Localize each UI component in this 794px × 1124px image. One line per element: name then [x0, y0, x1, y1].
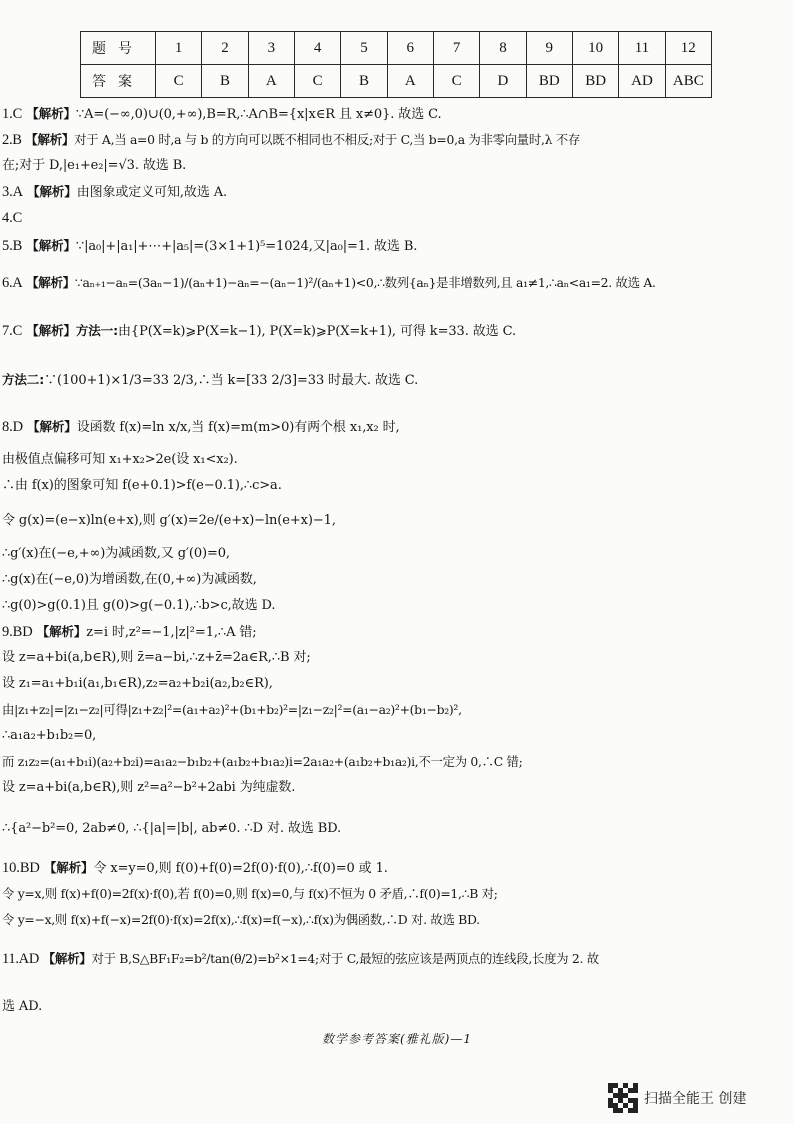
solution-text: 设 z=a+bi(a,b∈R),则 z²=a²−b²+2abi 为纯虚数. — [2, 780, 296, 795]
table-cell: AD — [619, 65, 665, 98]
solution-text: 对于 A,当 a=0 时,a 与 b 的方向可以既不相同也不相反;对于 C,当 b=0,a 为非零向量时,λ 不存 — [74, 132, 580, 147]
question-number: 4.C — [2, 210, 23, 226]
solution-text: ∴g′(x)在(−e,+∞)为减函数,又 g′(0)=0, — [2, 546, 230, 561]
solution-text: 设 z₁=a₁+b₁i(a₁,b₁∈R),z₂=a₂+b₂i(a₂,b₂∈R), — [2, 676, 273, 691]
solution-text: ∴g(x)在(−e,0)为增函数,在(0,+∞)为减函数, — [2, 572, 257, 587]
solution-text: 在;对于 D,|e₁+e₂|=√3. 故选 B. — [2, 158, 187, 173]
question-number: 11.AD — [2, 951, 40, 967]
solution-line — [2, 183, 792, 202]
solution-line — [2, 623, 792, 642]
solution-text: 令 g(x)=(e−x)ln(e+x),则 g′(x)=2e/(e+x)−ln(e+x)−1, — [2, 513, 336, 528]
solution-line — [2, 998, 792, 1016]
solution-line — [2, 820, 792, 838]
solution-text: 由{P(X=k)⩾P(X=k−1), P(X=k)⩾P(X=k+1), 可得 k=33. 故选 C. — [118, 324, 517, 339]
question-number: 10.BD — [2, 860, 40, 876]
table-cell: 6 — [387, 32, 433, 65]
solution-line — [2, 649, 792, 667]
analysis-tag: 【解析】 — [27, 184, 77, 199]
solution-line — [2, 322, 792, 341]
solution-line — [2, 753, 792, 771]
solution-text: 令 x=y=0,则 f(0)+f(0)=2f(0)·f(0),∴f(0)=0 或 1. — [93, 861, 388, 876]
scanner-watermark — [608, 1083, 746, 1113]
analysis-tag: 【解析】方法一: — [26, 323, 118, 338]
solution-line — [2, 597, 792, 615]
solution-text: ∵|a₀|+|a₁|+⋯+|a₅|=(3×1+1)⁵=1024,又|a₀|=1. 故选 B. — [75, 239, 418, 254]
solution-text: 设函数 f(x)=ln x/x,当 f(x)=m(m>0)有两个根 x₁,x₂ 时, — [76, 420, 400, 435]
solution-line — [2, 545, 792, 563]
question-number: 3.A — [2, 184, 24, 200]
solution-line — [2, 701, 792, 719]
table-cell: C — [433, 65, 479, 98]
solution-line — [2, 885, 792, 903]
table-cell: 2 — [202, 32, 248, 65]
qr-code-icon — [608, 1083, 638, 1113]
solution-line — [2, 157, 792, 175]
solution-line — [2, 105, 792, 124]
solution-line — [2, 512, 792, 530]
solution-text: ∴由 f(x)的图象可知 f(e+0.1)>f(e−0.1),∴c>a. — [2, 478, 282, 493]
table-cell: 9 — [526, 32, 572, 65]
analysis-tag: 【解析】 — [26, 238, 76, 253]
solution-line — [2, 274, 792, 292]
answer-table — [80, 31, 712, 98]
solution-line — [2, 451, 792, 469]
analysis-tag: 【解析】 — [26, 106, 76, 121]
solution-line — [2, 371, 792, 390]
table-cell: B — [202, 65, 248, 98]
solution-text: ∴a₁a₂+b₁b₂=0, — [2, 728, 97, 743]
solution-line — [2, 675, 792, 693]
question-number: 7.C — [2, 323, 23, 339]
table-cell: 1 — [156, 32, 202, 65]
solution-text: 对于 B,S△BF₁F₂=b²/tan(θ/2)=b²×1=4;对于 C,最短的弦应该是两顶点的连线段,长度为 2. 故 — [91, 951, 599, 966]
table-cell: 题号 — [81, 32, 156, 65]
solution-line — [2, 779, 792, 797]
analysis-tag: 【解析】 — [25, 132, 75, 147]
question-number: 5.B — [2, 238, 23, 254]
solution-text: 由极值点偏移可知 x₁+x₂>2e(设 x₁<x₂). — [2, 452, 238, 467]
table-cell: C — [156, 65, 202, 98]
solution-line — [2, 727, 792, 745]
table-cell: B — [341, 65, 387, 98]
table-cell: C — [294, 65, 340, 98]
question-number: 6.A — [2, 275, 23, 291]
table-cell: ABC — [665, 65, 711, 98]
solution-line — [2, 131, 792, 149]
solution-line — [2, 571, 792, 589]
analysis-tag: 【解析】 — [36, 624, 87, 639]
analysis-tag: 【解析】 — [27, 419, 77, 434]
solution-text: ∵aₙ₊₁−aₙ=(3aₙ−1)/(aₙ+1)−aₙ=−(aₙ−1)²/(aₙ+1)<0,∴数列{aₙ}是非增数列,且 a₁≠1,∴aₙ<a₁=2. 故选 A. — [74, 275, 656, 290]
table-cell: 8 — [480, 32, 526, 65]
table-cell: 3 — [248, 32, 294, 65]
table-cell: 答案 — [81, 65, 156, 98]
solution-line — [2, 911, 792, 929]
solution-text: 选 AD. — [2, 999, 43, 1014]
solution-line — [2, 477, 792, 495]
solution-line — [2, 418, 792, 437]
solution-line — [2, 237, 792, 256]
analysis-tag: 【解析】 — [43, 860, 94, 875]
table-cell: 4 — [294, 32, 340, 65]
question-number: 2.B — [2, 132, 22, 148]
table-cell: BD — [526, 65, 572, 98]
table-cell: 7 — [433, 32, 479, 65]
question-number: 9.BD — [2, 624, 33, 640]
method-tag: 方法二: — [2, 372, 45, 387]
solution-line — [2, 859, 792, 878]
solution-text: ∵(100+1)×1/3=33 2/3,∴当 k=[33 2/3]=33 时最大. 故选 C. — [44, 373, 419, 388]
solution-text: 令 y=−x,则 f(x)+f(−x)=2f(0)·f(x)=2f(x),∴f(x)=f(−x),∴f(x)为偶函数,∴D 对. 故选 BD. — [2, 912, 480, 927]
answer-table-answer-row — [81, 65, 712, 98]
table-cell: D — [480, 65, 526, 98]
table-cell: 12 — [665, 32, 711, 65]
solution-line — [2, 209, 792, 228]
solution-text: ∴g(0)>g(0.1)且 g(0)>g(−0.1),∴b>c,故选 D. — [2, 598, 276, 613]
table-cell: 10 — [572, 32, 618, 65]
answer-table-header-row — [81, 32, 712, 65]
solution-text: 而 z₁z₂=(a₁+b₁i)(a₂+b₂i)=a₁a₂−b₁b₂+(a₁b₂+b₁a₂)i=2a₁a₂+(a₁b₂+b₁a₂)i,不一定为 0,∴C 错; — [2, 754, 523, 769]
analysis-tag: 【解析】 — [42, 951, 92, 966]
solution-text: z=i 时,z²=−1,|z|²=1,∴A 错; — [86, 625, 257, 640]
table-cell: BD — [572, 65, 618, 98]
solution-text: 由图象或定义可知,故选 A. — [76, 185, 228, 200]
table-cell: A — [387, 65, 433, 98]
table-cell: 5 — [341, 32, 387, 65]
table-cell: A — [248, 65, 294, 98]
solution-line — [2, 950, 792, 968]
solution-text: 令 y=x,则 f(x)+f(0)=2f(x)·f(0),若 f(0)=0,则 f(x)=0,与 f(x)不恒为 0 矛盾,∴f(0)=1,∴B 对; — [2, 886, 498, 901]
table-cell: 11 — [619, 32, 665, 65]
question-number: 8.D — [2, 419, 24, 435]
solution-text: ∵A=(−∞,0)∪(0,+∞),B=R,∴A∩B={x|x∈R 且 x≠0}. 故选 C. — [75, 107, 442, 122]
solution-text: ∴{a²−b²=0, 2ab≠0, ∴{|a|=|b|, ab≠0. ∴D 对. 故选 BD. — [2, 821, 342, 836]
solution-text: 设 z=a+bi(a,b∈R),则 z̄=a−bi,∴z+z̄=2a∈R,∴B 对; — [2, 650, 311, 665]
scanner-stamp-text: 扫描全能王 创建 — [644, 1091, 747, 1107]
page-footer: 数学参考答案(雅礼版)—1 — [322, 1032, 472, 1046]
question-number: 1.C — [2, 106, 23, 122]
analysis-tag: 【解析】 — [26, 275, 75, 290]
solution-text: 由|z₁+z₂|=|z₁−z₂|可得|z₁+z₂|²=(a₁+a₂)²+(b₁+b₂)²=|z₁−z₂|²=(a₁−a₂)²+(b₁−b₂)², — [2, 702, 462, 717]
